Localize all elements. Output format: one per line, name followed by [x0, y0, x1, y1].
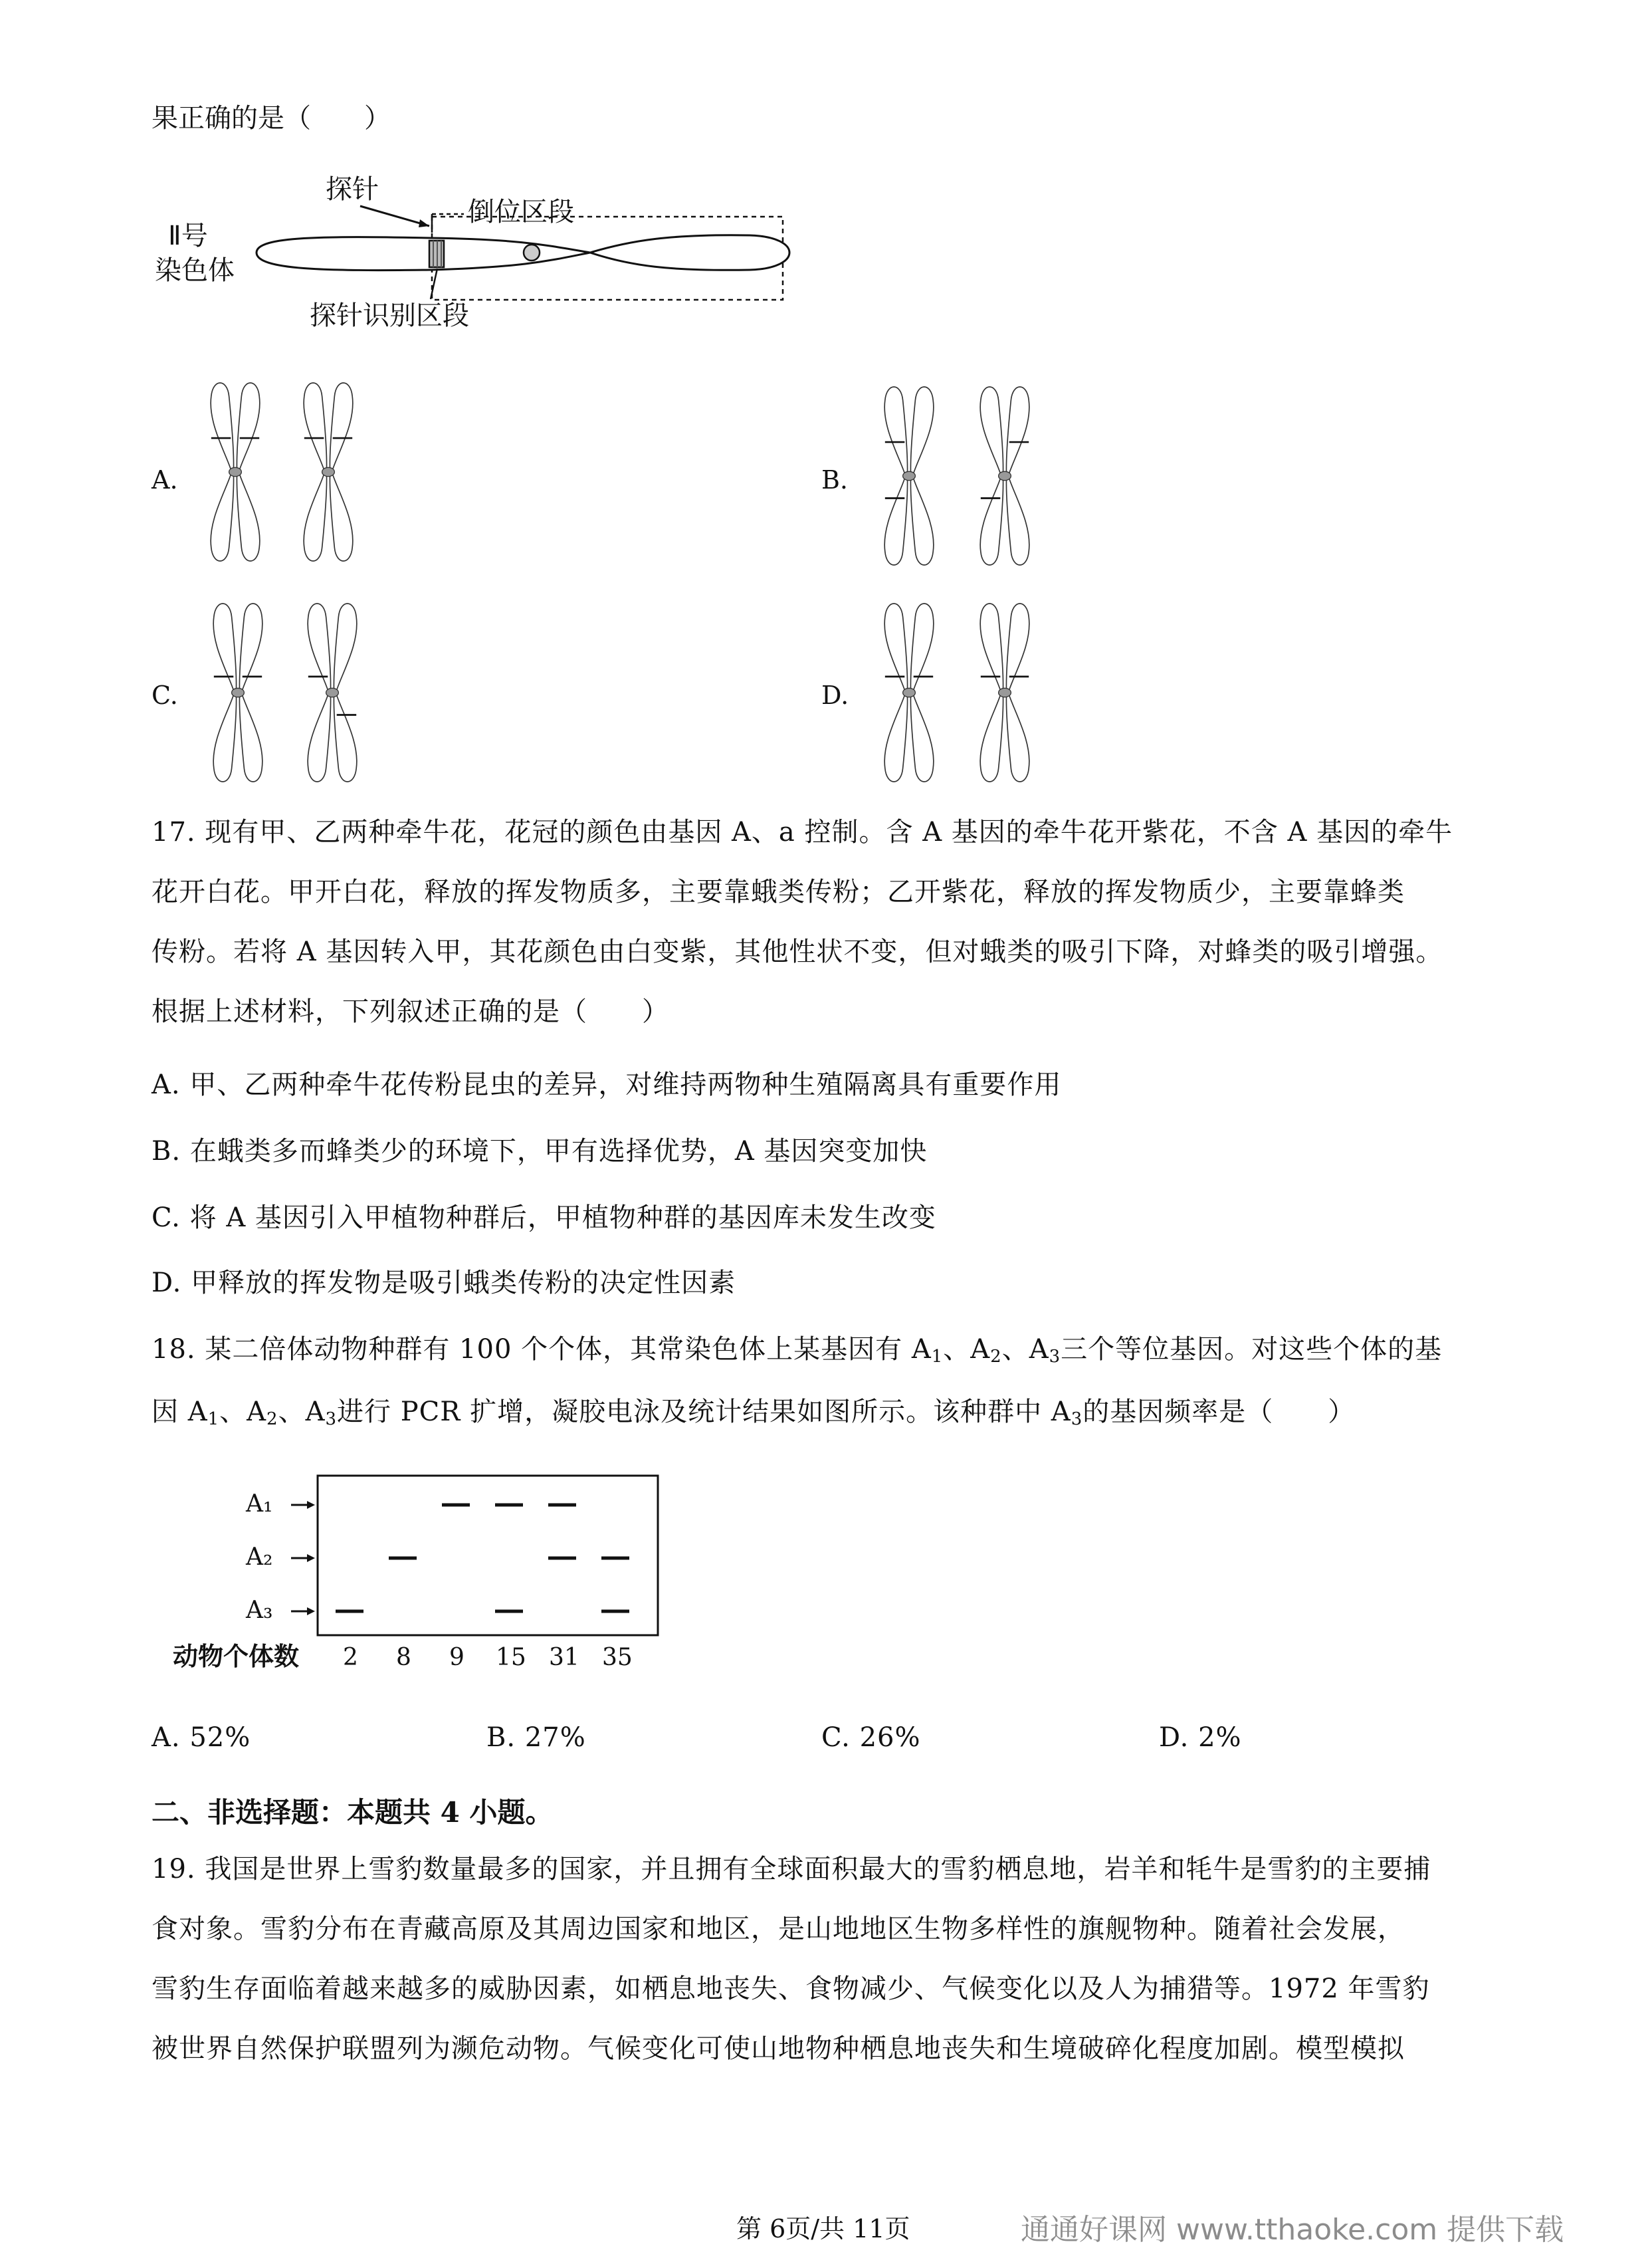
- option-a-label: A.: [152, 465, 178, 495]
- q17-option-a: A. 甲、乙两种牵牛花传粉昆虫的差异，对维持两物种生殖隔离具有重要作用: [152, 1070, 1062, 1100]
- count-2: 8: [396, 1644, 411, 1671]
- q17-line-3: 传粉。若将 A 基因转入甲，其花颜色由白变紫，其他性状不变，但对蛾类的吸引下降，对蜂类的吸引增强。: [152, 937, 1443, 967]
- watermark: 通通好课网 www.tthaoke.com 提供下载: [1021, 2213, 1564, 2247]
- probe-label: 探针: [326, 174, 379, 205]
- q17-option-d: D. 甲释放的挥发物是吸引蛾类传粉的决定性因素: [152, 1268, 736, 1298]
- row-label-a1: A₁: [246, 1490, 273, 1518]
- count-4: 15: [496, 1644, 526, 1671]
- q18-option-b: B. 27%: [486, 1722, 586, 1753]
- q17-line-2: 花开白花。甲开白花，释放的挥发物质多，主要靠蛾类传粉；乙开紫花，释放的挥发物质少，主要靠蜂类: [152, 877, 1405, 907]
- section-2-heading: 二、非选择题：本题共 4 小题。: [152, 1796, 554, 1829]
- count-5: 31: [549, 1644, 579, 1671]
- q19-line-1: 19. 我国是世界上雪豹数量最多的国家，并且拥有全球面积最大的雪豹栖息地，岩羊和牦牛是雪豹的主要捕: [152, 1854, 1431, 1884]
- gel-axis-label: 动物个体数: [173, 1642, 300, 1671]
- row-label-a2: A₂: [246, 1543, 273, 1571]
- q18-option-c: C. 26%: [821, 1722, 921, 1753]
- page-number: 第 6页/共 11页: [736, 2214, 910, 2243]
- q18-line-1: 18. 某二倍体动物种群有 100 个个体，其常染色体上某基因有 $A_1$、$A_2$、$A_3$三个等位基因。对这些个体的基: [152, 1334, 1443, 1367]
- option-c-label: C.: [152, 681, 178, 710]
- q18-option-a: A. 52%: [152, 1722, 251, 1753]
- count-3: 9: [449, 1644, 464, 1671]
- q17-option-c: C. 将 A 基因引入甲植物种群后，甲植物种群的基因库未发生改变: [152, 1202, 936, 1233]
- q16-tail: 果正确的是（ ）: [152, 103, 391, 134]
- option-b-label: B.: [821, 465, 849, 495]
- count-6: 35: [602, 1644, 633, 1671]
- q17-line-1: 17. 现有甲、乙两种牵牛花，花冠的颜色由基因 A、a 控制。含 A 基因的牵牛花开紫花，不含 A 基因的牵牛: [152, 817, 1453, 848]
- q18-line-2: 因 $A_1$、$A_2$、$A_3$进行 PCR 扩增，凝胶电泳及统计结果如图所示。该种群中 $A_3$的基因频率是（ ）: [152, 1397, 1356, 1429]
- q17-line-4: 根据上述材料，下列叙述正确的是（ ）: [152, 996, 669, 1027]
- option-d-label: D.: [821, 681, 849, 710]
- q17-option-b: B. 在蛾类多而蜂类少的环境下，甲有选择优势，A 基因突变加快: [152, 1136, 928, 1167]
- inversion-label: 倒位区段: [468, 197, 574, 227]
- chromosome-label-1: Ⅱ号: [168, 221, 208, 251]
- q19-line-3: 雪豹生存面临着越来越多的威胁因素，如栖息地丧失、食物减少、气候变化以及人为捕猎等。1972 年雪豹: [152, 1974, 1430, 2004]
- q19-line-4: 被世界自然保护联盟列为濒危动物。气候变化可使山地物种栖息地丧失和生境破碎化程度加剧。模型模拟: [152, 2033, 1405, 2064]
- chromosome-label-2: 染色体: [155, 255, 235, 286]
- q18-option-d: D. 2%: [1159, 1722, 1242, 1753]
- probe-region-label: 探针识别区段: [310, 300, 469, 331]
- row-label-a3: A₃: [246, 1597, 273, 1624]
- count-1: 2: [343, 1644, 358, 1671]
- q19-line-2: 食对象。雪豹分布在青藏高原及其周边国家和地区，是山地地区生物多样性的旗舰物种。随着社会发展，: [152, 1914, 1405, 1944]
